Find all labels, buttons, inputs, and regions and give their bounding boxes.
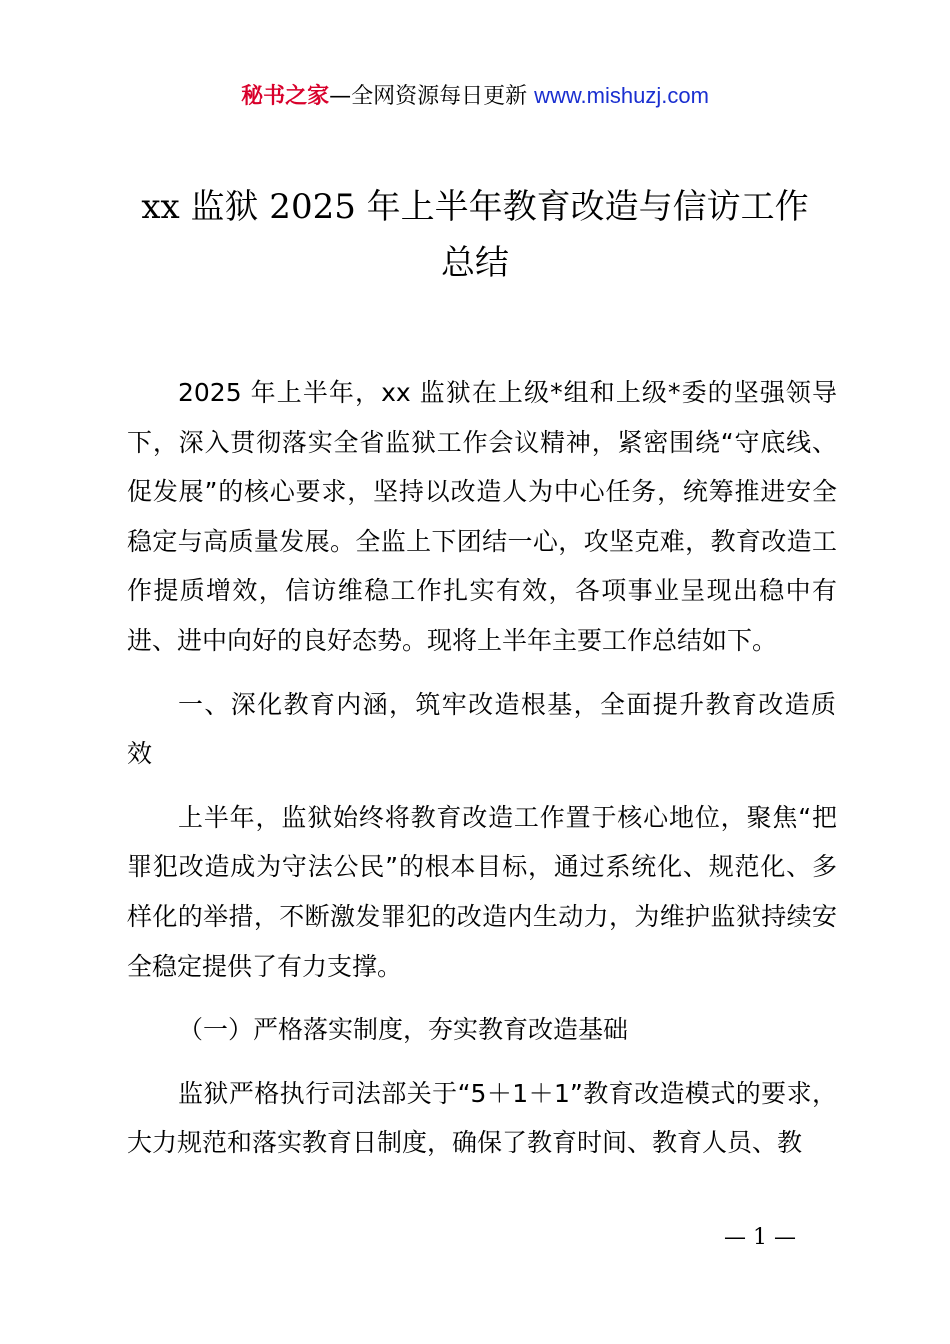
site-url-link[interactable]: www.mishuzj.com [534,83,709,108]
brand-name: 秘书之家 [241,84,330,109]
document-body [127,368,837,1168]
document-title [100,179,850,291]
subsection-1-paragraph: 监狱严格执行司法部关于“5＋1＋1”教育改造模式的要求，大力规范和落实教育日制度，确保了教育时间、教育人员、教 [127,1078,837,1158]
section-1-paragraph: 上半年，监狱始终将教育改造工作置于核心地位，聚焦“把罪犯改造成为守法公民”的根本目标，通过系统化、规范化、多样化的举措，不断激发罪犯的改造内生动力，为维护监狱持续安全稳定提供了有力支撑。 [127,802,837,981]
intro-paragraph: 2025 年上半年，xx 监狱在上级*组和上级*委的坚强领导下，深入贯彻落实全省监狱工作会议精神，紧密围绕“守底线、促发展”的核心要求，坚持以改造人为中心任务，统筹推进安全稳定与高质量发展。全监上下团结一心，攻坚克难，教育改造工作提质增效，信访维稳工作扎实有效，各项事业呈现出稳中有进、进中向好的良好态势。现将上半年主要工作总结如下。 [127,378,837,655]
section-heading-1: 一、深化教育内涵，筑牢改造根基，全面提升教育改造质效 [127,689,837,769]
title-line-1: xx 监狱 2025 年上半年教育改造与信访工作 [141,186,809,227]
subsection-heading-1: （一）严格落实制度，夯实教育改造基础 [178,1015,629,1045]
header-separator: — [329,84,352,109]
page-number: — 1 — [724,1225,796,1250]
header-tagline: 全网资源每日更新 [351,84,528,109]
site-header [0,78,950,115]
title-line-2: 总结 [441,242,509,283]
